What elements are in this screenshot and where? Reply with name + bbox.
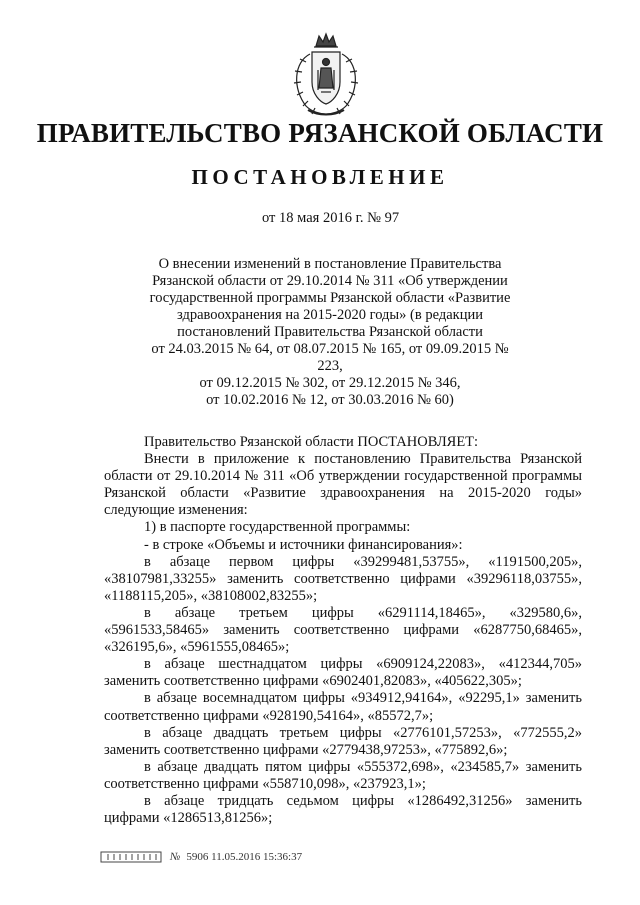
document-type: ПОСТАНОВЛЕНИЕ xyxy=(191,165,449,189)
paragraph: в абзаце шестнадцатом цифры «6909124,22083», «412344,705» заменить соответственно цифрами «6902401,82083», «405622,305»; xyxy=(104,656,582,690)
registration-text: 5906 11.05.2016 15:36:37 xyxy=(186,851,303,863)
subject-line: здравоохранения на 2015-2020 годы» (в редакции xyxy=(177,307,483,323)
document-subject xyxy=(140,256,520,409)
paragraph: в абзаце восемнадцатом цифры «934912,94164», «92295,1» заменить соответственно цифрами «928190,54164», «85572,7»; xyxy=(104,690,582,724)
document-date-number: от 18 мая 2016 г. № 97 xyxy=(262,210,400,226)
paragraph: в абзаце первом цифры «39299481,53755», «1191500,205», «38107981,33255» заменить соответственно цифрами «39296118,03755», «1188115,205», «38108002,83255»; xyxy=(104,553,582,604)
subject-line: постановлений Правительства Рязанской области xyxy=(177,324,483,340)
paragraph: в абзаце тридцать седьмом цифры «1286492,31256» заменить цифрами «1286513,81256»; xyxy=(104,792,582,827)
coat-of-arms-icon xyxy=(288,32,364,118)
subject-line: от 10.02.2016 № 12, от 30.03.2016 № 60) xyxy=(206,392,454,408)
subject-line: государственной программы Рязанской области «Развитие xyxy=(149,290,511,306)
decree-line: Правительство Рязанской области ПОСТАНОВЛЯЕТ: xyxy=(144,434,479,450)
paragraph: в абзаце третьем цифры «6291114,18465», «329580,6», «5961533,58465» заменить соответственно цифрами «6287750,68465», «326195,6», «5961555,08465»; xyxy=(104,604,582,656)
subject-line: от 09.12.2015 № 302, от 29.12.2015 № 346, xyxy=(199,375,461,391)
subject-line: О внесении изменений в постановление Правительства xyxy=(158,256,502,272)
paragraph: в абзаце двадцать третьем цифры «2776101,57253», «772555,2» заменить соответственно цифрами «2779438,97253», «775892,6»; xyxy=(104,724,582,758)
paragraph: 1) в паспорте государственной программы: xyxy=(144,519,411,536)
subject-line: Рязанской области от 29.10.2014 № 311 «Об утверждении xyxy=(152,273,508,289)
paragraph: - в строке «Объемы и источники финансирования»: xyxy=(144,536,463,553)
document-body xyxy=(104,434,582,827)
subject-line: от 24.03.2015 № 64, от 08.07.2015 № 165, от 09.09.2015 № 223, xyxy=(151,341,509,374)
paragraph: Внести в приложение к постановлению Правительства Рязанской области от 29.10.2014 № 311 «Об утверждении государственной программы Рязанской области «Развитие здравоохранения на 2015-2020 годы» следующие изменения: xyxy=(104,451,582,519)
page-title: ПРАВИТЕЛЬСТВО РЯЗАНСКОЙ ОБЛАСТИ xyxy=(36,118,604,148)
registry-stamp-icon xyxy=(100,850,162,864)
registration-footer xyxy=(100,849,302,865)
registration-mark: № xyxy=(170,851,181,863)
paragraph: в абзаце двадцать пятом цифры «555372,698», «234585,7» заменить соответственно цифрами «558710,098», «237923,1»; xyxy=(104,758,582,792)
